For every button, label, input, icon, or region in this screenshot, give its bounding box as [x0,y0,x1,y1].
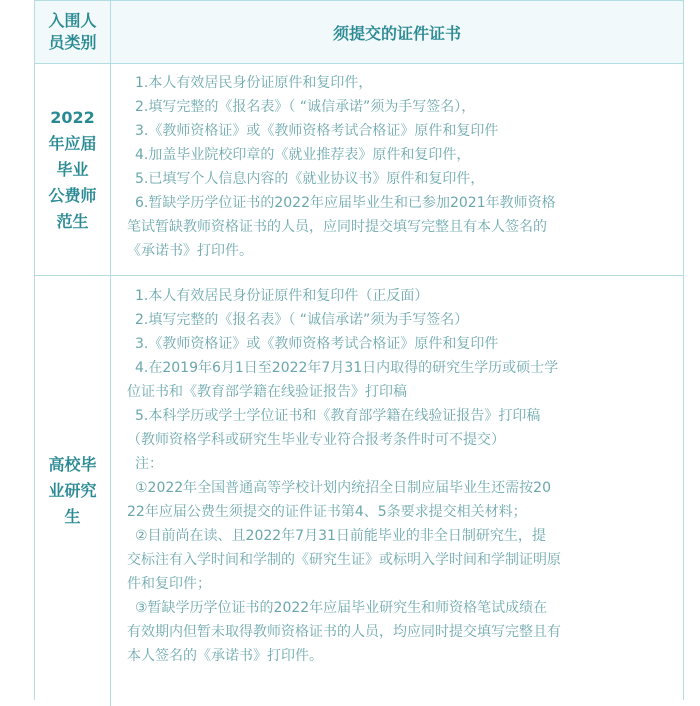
category-line: 范生 [56,211,89,231]
note-line: 交标注有入学时间和学制的《研究生证》或标明入学时间和学制证明原 [127,552,561,568]
table-title: 须提交的证件证书 [332,23,461,43]
table-row [35,276,683,706]
note-line: ③暂缺学历学位证书的2022年应届毕业研究生和师资格笔试成绩在 [135,600,548,616]
requirement-line: 2.填写完整的《报名表》（ “诚信承诺”须为手写签名） [135,312,469,328]
requirements-table [34,0,684,700]
requirement-line: 1.本人有效居民身份证原件和复印件（正反面） [135,288,429,304]
note-label: 注： [135,456,163,472]
requirement-line: 2.填写完整的《报名表》（ “诚信承诺”须为手写签名）， [135,99,476,115]
requirement-line: 4.加盖毕业院校印章的《就业推荐表》原件和复印件， [135,147,471,163]
requirement-line: 5.已填写个人信息内容的《就业协议书》原件和复印件， [135,171,485,187]
requirement-line: 5.本科学历或学士学位证书和《教育部学籍在线验证报告》打印稿 [135,408,541,424]
requirement-line: （教师资格学科或研究生毕业专业符合报考条件时可不提交） [127,432,505,448]
note-line: 22年应届公费生须提交的证件证书第4、5条要求提交相关材料； [127,504,527,520]
category-line: 生 [64,507,81,526]
category-line: 年应届 [48,133,97,153]
requirement-line: 3.《教师资格证》或《教师资格考试合格证》原件和复印件 [135,123,499,139]
requirement-line: 笔试暂缺教师资格证书的人员，应同时提交填写完整且有本人签名的 [127,219,547,235]
category-cell [35,64,111,275]
category-line: 公费师 [48,185,97,205]
requirements-cell [111,64,683,275]
note-line: 件和复印件； [127,576,211,592]
note-line: 有效期内但暂未取得教师资格证书的人员，均应同时提交填写完整且有 [127,624,561,640]
requirement-line: 《承诺书》打印件。 [127,243,253,259]
note-line: ①2022年全国普通高等学校计划内统招全日制应届毕业生还需按20 [135,480,551,496]
requirement-line: 4.在2019年6月1日至2022年7月31日内取得的研究生学历或硕士学 [135,360,559,376]
note-line: 本人签名的《承诺书》打印件。 [127,648,323,664]
category-cell [35,276,111,706]
table-header-row [35,0,683,64]
requirement-line: 1.本人有效居民身份证原件和复印件， [135,75,373,91]
category-header-cell [35,1,111,63]
title-header-cell [111,1,683,63]
category-header-line: 入围人 [48,11,97,30]
table-row [35,64,683,276]
category-line: 业研究 [48,481,97,500]
category-line: 毕业 [56,159,89,179]
requirement-line: 3.《教师资格证》或《教师资格考试合格证》原件和复印件 [135,336,499,352]
category-line: 2022 [50,107,95,127]
note-line: ②目前尚在读、且2022年7月31日前能毕业的非全日制研究生，提 [135,528,546,544]
requirements-cell [111,276,683,706]
requirement-line: 6.暂缺学历学位证书的2022年应届毕业生和已参加2021年教师资格 [135,195,556,211]
category-line: 高校毕 [48,455,97,474]
requirement-line: 位证书和《教育部学籍在线验证报告》打印稿 [127,384,407,400]
category-header-line: 员类别 [48,33,97,52]
